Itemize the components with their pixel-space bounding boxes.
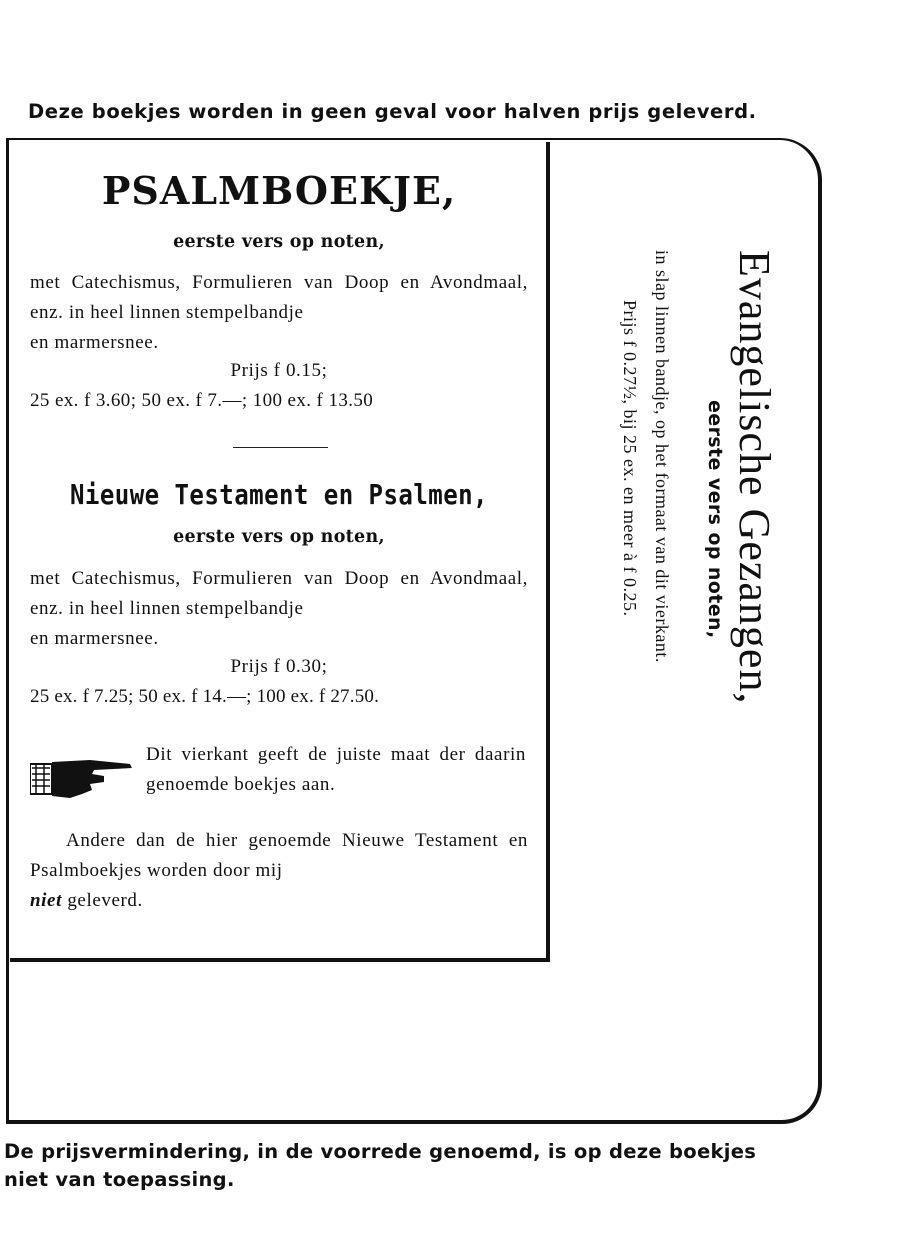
gezangen-subtitle: eerste vers op noten, — [704, 400, 726, 639]
psalmboekje-subtitle: eerste vers op noten, — [173, 232, 385, 252]
other-books-note — [30, 826, 528, 916]
gezangen-title: Evangelische Gezangen, — [730, 250, 779, 705]
pointer-note-text: Dit vierkant geeft de juiste maat der daarin genoemde boekjes aan. — [146, 744, 526, 795]
testament-description-text: met Catechismus, Formulieren van Doop en Avondmaal, enz. in heel linnen stempelbandje — [30, 568, 528, 619]
other-books-note-end: geleverd. — [67, 890, 143, 911]
testament-description — [30, 564, 528, 654]
testament-subtitle: eerste vers op noten, — [173, 527, 385, 547]
top-notice: Deze boekjes worden in geen geval voor halven prijs geleverd. — [28, 100, 757, 123]
bottom-notice — [4, 1138, 804, 1194]
other-books-note-text: Andere dan de hier genoemde Nieuwe Testament en Psalmboekjes worden door mij — [30, 830, 528, 881]
psalmboekje-title: PSALMBOEKJE, — [101, 168, 457, 213]
psalmboekje-description — [30, 268, 528, 358]
testament-price: Prijs f 0.30; — [230, 656, 328, 677]
other-books-note-emphasis: niet — [30, 890, 62, 911]
psalmboekje-description-last: en marmersnee. — [30, 332, 159, 353]
pointer-note-row — [28, 740, 528, 810]
testament-title: Nieuwe Testament en Psalmen, — [70, 478, 488, 511]
psalmboekje-description-text: met Catechismus, Formulieren van Doop en Avondmaal, enz. in heel linnen stempelbandje — [30, 272, 528, 323]
pointing-hand-icon — [30, 754, 134, 802]
bottom-notice-line1: De prijsvermindering, in de voorrede genoemd, is op deze boekjes — [4, 1140, 757, 1163]
gezangen-rotated-block — [580, 250, 780, 850]
section-divider — [233, 447, 328, 448]
gezangen-binding: in slap linnen bandje, op het formaat van dit vierkant. — [652, 250, 672, 663]
psalmboekje-bulk-prices: 25 ex. f 3.60; 50 ex. f 7.—; 100 ex. f 13.50 — [30, 390, 374, 411]
gezangen-price: Prijs f 0.27½, bij 25 ex. en meer à f 0.25. — [620, 300, 640, 617]
testament-bulk-prices: 25 ex. f 7.25; 50 ex. f 14.—; 100 ex. f 27.50. — [30, 686, 380, 707]
gezangen-panel — [580, 250, 780, 850]
testament-description-last: en marmersnee. — [30, 628, 159, 649]
psalmboekje-price: Prijs f 0.15; — [230, 360, 328, 381]
bottom-notice-line2: niet van toepassing. — [4, 1168, 235, 1191]
